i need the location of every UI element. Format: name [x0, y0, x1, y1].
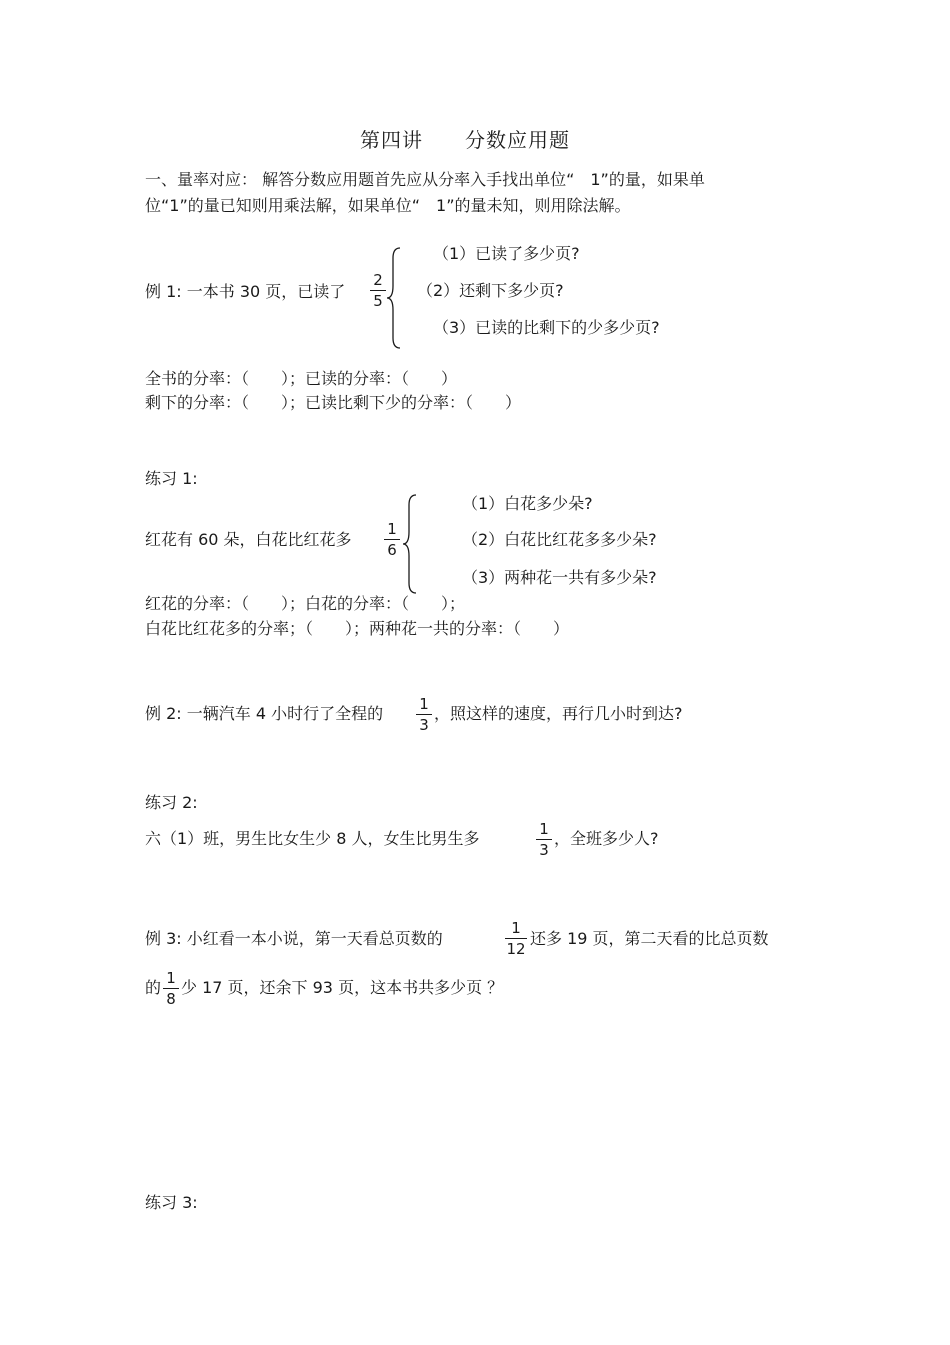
example2-prefix: 例 2: 一辆汽车 4 小时行了全程的: [145, 704, 384, 723]
example1-blank-1: 全书的分率：（ ）；已读的分率：（ ）: [145, 369, 458, 388]
practice1-blank-2: 白花比红花多的分率；（ ）；两种花一共的分率：（ ）: [145, 619, 570, 638]
fraction-denominator: 12: [506, 940, 526, 958]
page-title-right: 分数应用题: [465, 128, 570, 152]
left-brace-icon: [400, 493, 420, 595]
practice1-question-3: （3）两种花一共有多少朵?: [462, 568, 657, 587]
fraction-numerator: 1: [419, 695, 429, 713]
fraction-bar: [163, 988, 179, 989]
intro-line-2: 位“1”的量已知则用乘法解，如果单位“ 1”的量未知，则用除法解。: [145, 196, 631, 215]
example3-prefix: 例 3: 小红看一本小说，第一天看总页数的: [145, 929, 443, 948]
fraction-denominator: 3: [539, 841, 549, 859]
example1-question-3: （3）已读的比剩下的少多少页?: [433, 318, 660, 337]
fraction-numerator: 1: [539, 820, 549, 838]
left-brace-icon: [384, 246, 404, 350]
fraction-bar: [384, 539, 400, 540]
fraction-bar: [536, 839, 552, 840]
example3-line2-prefix: 的: [145, 978, 162, 997]
example1-question-1: （1）已读了多少页?: [433, 244, 580, 263]
practice1-blank-1: 红花的分率：（ ）；白花的分率：（ ）；: [145, 594, 466, 613]
fraction-denominator: 5: [373, 292, 383, 310]
fraction-numerator: 1: [387, 520, 397, 538]
fraction-numerator: 2: [373, 271, 383, 289]
practice3-label: 练习 3:: [145, 1193, 198, 1212]
practice1-prefix: 红花有 60 朵，白花比红花多: [145, 530, 352, 549]
example1-question-2: （2）还剩下多少页?: [417, 281, 564, 300]
practice1-question-2: （2）白花比红花多多少朵?: [462, 530, 657, 549]
fraction-numerator: 1: [166, 969, 176, 987]
fraction-numerator: 1: [511, 919, 521, 937]
practice1-fraction: [382, 520, 402, 559]
example1-prefix: 例 1: 一本书 30 页，已读了: [145, 282, 346, 301]
fraction-bar: [505, 938, 527, 939]
fraction-denominator: 6: [387, 541, 397, 559]
example1-blank-2: 剩下的分率：（ ）；已读比剩下少的分率：（ ）: [145, 393, 522, 412]
practice2-prefix: 六（1）班，男生比女生少 8 人，女生比男生多: [145, 829, 480, 848]
fraction-denominator: 8: [166, 990, 176, 1008]
practice2-label: 练习 2:: [145, 793, 198, 812]
practice2-suffix: ，全班多少人?: [554, 829, 659, 848]
practice2-fraction: [534, 820, 554, 859]
example2-fraction: [414, 695, 434, 734]
intro-line-1: 一、量率对应： 解答分数应用题首先应从分率入手找出单位“ 1”的量，如果单: [145, 170, 705, 189]
practice1-question-1: （1）白花多少朵?: [462, 494, 593, 513]
example3-middle: 还多 19 页，第二天看的比总页数: [530, 929, 769, 948]
example2-suffix: ，照这样的速度，再行几小时到达?: [434, 704, 683, 723]
example3-fraction-2: [161, 969, 181, 1008]
practice1-label: 练习 1:: [145, 469, 198, 488]
page-title-left: 第四讲: [360, 128, 423, 152]
example3-fraction-1: [503, 919, 529, 958]
fraction-denominator: 3: [419, 716, 429, 734]
fraction-bar: [416, 714, 432, 715]
example3-line2-suffix: 少 17 页，还余下 93 页，这本书共多少页 ？: [181, 978, 504, 997]
